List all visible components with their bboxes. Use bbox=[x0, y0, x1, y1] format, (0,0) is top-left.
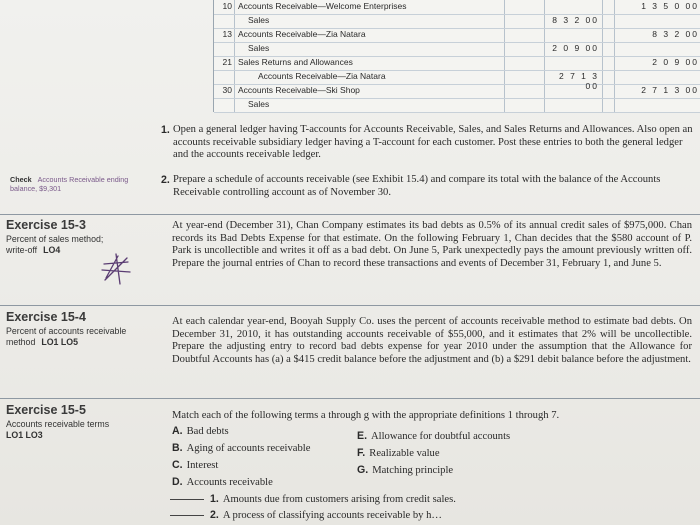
journal-account: Sales Returns and Allowances bbox=[238, 57, 353, 67]
term-text: Interest bbox=[186, 460, 219, 471]
learning-objective: LO1 LO5 bbox=[41, 337, 79, 347]
answer-blank[interactable] bbox=[170, 499, 204, 500]
exercise-title: Exercise 15-3 bbox=[6, 218, 86, 232]
definition-text: Amounts due from customers arising from credit sales. bbox=[222, 494, 456, 505]
journal-credit: 8 3 2 00 bbox=[652, 29, 699, 39]
journal-account: Accounts Receivable—Ski Shop bbox=[238, 85, 360, 95]
definition-number: 1. bbox=[210, 493, 219, 505]
journal-debit: 2 0 9 00 bbox=[552, 43, 599, 53]
term-c: C. Interest bbox=[172, 459, 219, 471]
exercise-subtitle bbox=[6, 326, 156, 348]
term-a: A. Bad debts bbox=[172, 425, 229, 437]
exercise-title: Exercise 15-4 bbox=[6, 310, 86, 324]
term-text: Matching principle bbox=[372, 465, 454, 476]
instruction-text: Open a general ledger having T-accounts for Accounts Receivable, Sales, and Sales Returns and Allowances. Also open an accounts receivable subsidiary ledger having a T-account for each customer. Post these entries to both the general ledger and the accounts receivable ledger. bbox=[173, 124, 693, 160]
term-g: G. Matching principle bbox=[357, 464, 454, 476]
journal-row bbox=[214, 28, 700, 43]
divider bbox=[0, 398, 700, 399]
definition-text: A process of classifying accounts receivable by h… bbox=[222, 510, 443, 521]
instruction-1 bbox=[161, 124, 693, 162]
check-label: Check bbox=[10, 175, 32, 184]
divider bbox=[0, 305, 700, 306]
journal-date: 13 bbox=[222, 29, 232, 39]
journal-date: 21 bbox=[222, 57, 232, 67]
exercise-body: At year-end (December 31), Chan Company estimates its bad debts as 0.5% of its annual credit sales of $975,000. Chan records its Bad Debts Expense for that estimate. On the following February 1, Chan decides that the $580 account of P. Park is uncollectible and writes it off as a bad debt. On June 5, Park unexpectedly pays the amount previously written off. Prepare the journal entries of Chan to record these transactions and events of December 31, February 1, and June 5. bbox=[172, 220, 692, 269]
exercise-body: At each calendar year-end, Booyah Supply Co. uses the percent of accounts receivable method to estimate bad debts. On December 31, 2010, it has outstanding accounts receivable of $55,000, and it estimates that 2% will be uncollectible. Prepare the adjusting entry to record bad debts expense for year 2010 under the assumption that the Allowance for Doubtful Accounts has (a) a $415 credit balance before the adjustment and (b) a $291 debit balance before the adjustment. bbox=[172, 316, 692, 365]
hand-drawn-star-icon bbox=[96, 250, 136, 290]
term-f: F. Realizable value bbox=[357, 447, 440, 459]
journal-row bbox=[214, 84, 700, 99]
check-figure bbox=[10, 175, 128, 193]
instruction-number: 2. bbox=[161, 174, 170, 186]
check-line1: Accounts Receivable ending bbox=[37, 175, 129, 184]
journal-row bbox=[214, 14, 700, 29]
general-journal-table bbox=[213, 0, 700, 112]
journal-credit: 2 0 9 00 bbox=[652, 57, 699, 67]
journal-account: Sales bbox=[248, 43, 270, 53]
definition-2 bbox=[170, 509, 442, 521]
learning-objective: LO1 LO3 bbox=[6, 430, 43, 440]
instruction-number: 1. bbox=[161, 124, 170, 136]
journal-account: Accounts Receivable—Welcome Enterprises bbox=[238, 1, 407, 11]
journal-account: Sales bbox=[248, 99, 270, 109]
journal-account: Accounts Receivable—Zia Natara bbox=[238, 29, 366, 39]
learning-objective: LO4 bbox=[43, 245, 61, 255]
journal-credit: 1 3 5 0 00 bbox=[641, 1, 699, 11]
definition-number: 2. bbox=[210, 509, 219, 521]
exercise-topic: write-off bbox=[6, 245, 38, 255]
journal-debit: 2 7 1 3 00 bbox=[559, 71, 599, 91]
term-e: E. Allowance for doubtful accounts bbox=[357, 430, 511, 442]
exercise-topic: Percent of accounts receivable bbox=[6, 326, 127, 336]
journal-date: 10 bbox=[222, 1, 232, 11]
journal-credit: 2 7 1 3 00 bbox=[641, 85, 699, 95]
journal-date: 30 bbox=[222, 85, 232, 95]
check-line2: balance, $9,301 bbox=[10, 184, 62, 193]
term-text: Accounts receivable bbox=[186, 477, 273, 488]
answer-blank[interactable] bbox=[170, 515, 204, 516]
instruction-text: Prepare a schedule of accounts receivable (see Exhibit 15.4) and compare its total with the balance of the Accounts Receivable controlling account as of November 30. bbox=[173, 174, 661, 198]
journal-row bbox=[214, 0, 700, 15]
journal-row bbox=[214, 42, 700, 57]
journal-row bbox=[214, 98, 700, 113]
term-d: D. Accounts receivable bbox=[172, 476, 273, 488]
exercise-topic: method bbox=[6, 337, 36, 347]
exercise-title: Exercise 15-5 bbox=[6, 403, 86, 417]
term-text: Realizable value bbox=[369, 448, 440, 459]
exercise-subtitle bbox=[6, 419, 156, 441]
term-text: Bad debts bbox=[186, 426, 229, 437]
term-text: Allowance for doubtful accounts bbox=[371, 431, 511, 442]
journal-account: Accounts Receivable—Zia Natara bbox=[258, 71, 386, 81]
exercise-body: Match each of the following terms a through g with the appropriate definitions 1 through 7. bbox=[172, 410, 560, 421]
journal-row bbox=[214, 56, 700, 71]
exercise-topic: Accounts receivable terms bbox=[6, 419, 110, 429]
definition-1 bbox=[170, 493, 456, 505]
term-b: B. Aging of accounts receivable bbox=[172, 442, 311, 454]
exercise-topic: Percent of sales method; bbox=[6, 234, 104, 244]
journal-debit: 8 3 2 00 bbox=[552, 15, 599, 25]
divider bbox=[0, 214, 700, 215]
term-text: Aging of accounts receivable bbox=[186, 443, 311, 454]
instruction-2 bbox=[161, 174, 693, 199]
journal-account: Sales bbox=[248, 15, 270, 25]
